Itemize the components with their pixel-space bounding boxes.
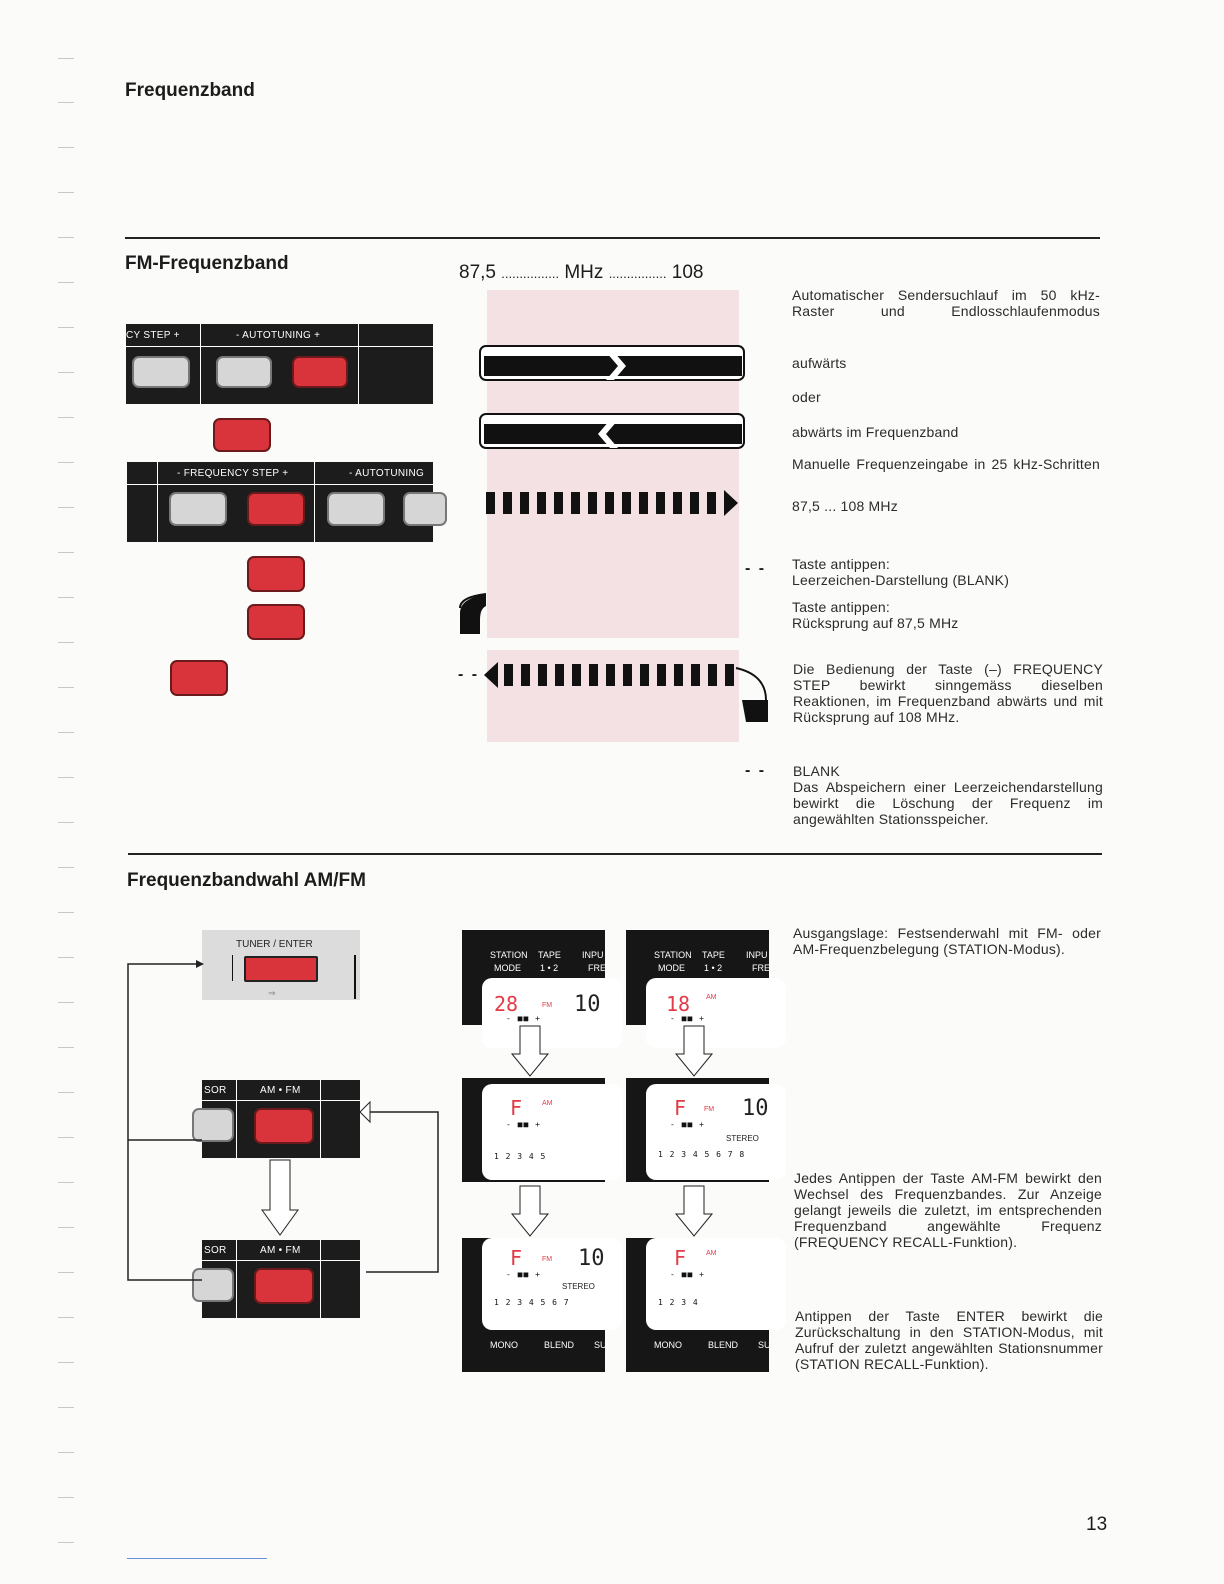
lcd-display-station <box>462 930 605 1025</box>
fm-section-heading: FM-Frequenzband <box>125 253 289 274</box>
control-panel-autotuning <box>126 324 433 404</box>
lcd-band-letter: F <box>510 1246 523 1270</box>
lcd-band-indicator: FM <box>542 1256 553 1263</box>
or-text: oder <box>792 389 821 405</box>
arrow-up-icon <box>480 346 744 380</box>
lcd-label: MODE <box>658 963 685 973</box>
blank-dashes: - - <box>458 666 480 683</box>
flow-lines <box>120 950 450 1300</box>
lcd-step-indicator: - ■■ + <box>670 1120 705 1129</box>
page-number: 13 <box>1086 1514 1108 1535</box>
tuner-enter-label: TUNER / ENTER <box>236 939 313 950</box>
enter-recall-text: Antippen der Taste ENTER bewirkt die Zurückschaltung in den STATION-Modus, mit Aufruf der zuletzt angewählten Stationsnummer (STATION RECALL-Funktion). <box>795 1308 1103 1372</box>
red-key-icon <box>213 418 271 452</box>
lcd-display-frequency <box>626 1078 769 1182</box>
lcd-display-frequency <box>626 1238 769 1372</box>
lcd-display-frequency <box>462 1078 605 1182</box>
lcd-station-number: 18 <box>666 992 691 1016</box>
tap-blank-text-a: Taste antippen: <box>792 556 890 572</box>
blank-dashes: - - <box>745 762 767 779</box>
autotuning-arrows <box>478 340 748 452</box>
sensor-label: SOR <box>204 1085 227 1096</box>
scale-dots: ................ <box>501 266 560 281</box>
lcd-band-indicator: AM <box>706 994 717 1001</box>
lcd-label: SU <box>758 1340 771 1350</box>
up-text: aufwärts <box>792 355 847 371</box>
autotuning-label: - AUTOTUNING + <box>236 330 321 341</box>
lcd-label: MONO <box>490 1340 518 1350</box>
red-key-icon <box>170 660 228 696</box>
arrow-right-icon: ⇒ <box>268 988 276 998</box>
lcd-station-row: 1 2 3 4 5 6 7 8 <box>658 1150 746 1159</box>
freq-step-minus-button[interactable] <box>169 492 227 526</box>
control-panel-frequency-step <box>127 462 433 542</box>
arrow-down-icon <box>480 414 744 448</box>
lcd-station-row: 1 2 3 4 <box>658 1298 699 1307</box>
lcd-station-row: 1 2 3 4 5 <box>494 1152 547 1161</box>
red-key-icon <box>247 604 305 640</box>
lcd-label: BLEND <box>708 1340 739 1350</box>
lcd-band-indicator: FM <box>704 1106 715 1113</box>
lcd-label: STATION <box>490 950 528 960</box>
lcd-step-indicator: - ■■ + <box>670 1270 705 1279</box>
freq-step-label: - FREQUENCY STEP + <box>177 468 289 479</box>
footer-line <box>127 1558 267 1559</box>
range-text: 87,5 ... 108 MHz <box>792 498 898 514</box>
lcd-digits: 10 <box>578 1246 605 1271</box>
lcd-label: INPU <box>746 950 768 960</box>
lcd-station-row: 1 2 3 4 5 6 7 <box>494 1298 570 1307</box>
am-fm-toggle-text: Jedes Antippen der Taste AM-FM bewirkt den Wechsel des Frequenzbandes. Zur Anzeige gelangt jeweils die zuletzt, im entsprechenden Frequenzband angewählte Frequenz (FREQUENCY RECALL-Funktion). <box>794 1170 1102 1250</box>
page-title: Frequenzband <box>125 80 255 101</box>
tap-blank-text-b: Leerzeichen-Darstellung (BLANK) <box>792 572 1010 588</box>
arrow-down-icon <box>674 1184 714 1238</box>
lcd-label: INPU <box>582 950 604 960</box>
lcd-label: TAPE <box>538 950 561 960</box>
arrow-down-icon <box>674 1024 714 1078</box>
arrow-down-icon <box>510 1184 550 1238</box>
lcd-label: MONO <box>654 1340 682 1350</box>
am-fm-label: AM • FM <box>260 1085 301 1096</box>
red-key-icon <box>247 556 305 592</box>
band-select-heading: Frequenzbandwahl AM/FM <box>127 870 366 891</box>
blank-body: Das Abspeichern einer Leerzeichendarstellung bewirkt die Löschung der Frequenz im angewählten Stationsspeicher. <box>793 779 1103 827</box>
lcd-label: SU <box>594 1340 607 1350</box>
blank-dashes: - - <box>745 560 767 577</box>
down-text: abwärts im Frequenzband <box>792 424 959 440</box>
manual-input-text: Manuelle Frequenzeingabe in 25 kHz-Schritten <box>792 456 1100 472</box>
autotuning-minus-button[interactable] <box>327 492 385 526</box>
lcd-step-indicator: - ■■ + <box>506 1270 541 1279</box>
lcd-display-frequency <box>462 1238 605 1372</box>
frequency-scale <box>459 262 703 284</box>
freq-step-plus-button[interactable] <box>247 492 305 526</box>
step-down-icon <box>484 660 774 726</box>
lcd-label: 1 • 2 <box>704 963 723 973</box>
lcd-label: MODE <box>494 963 521 973</box>
section-divider <box>125 237 1100 239</box>
auto-search-text: Automatischer Sendersuchlauf im 50 kHz-Raster und Endlosschlaufenmodus <box>792 287 1100 319</box>
start-position-text: Ausgangslage: Festsenderwahl mit FM- oder AM-Frequenzbelegung (STATION-Modus). <box>793 925 1101 957</box>
lcd-label: BLEND <box>544 1340 575 1350</box>
am-fm-label: AM • FM <box>260 1245 301 1256</box>
tap-return-text-a: Taste antippen: <box>792 599 890 615</box>
scale-unit: MHz <box>564 262 604 283</box>
freq-step-plus-button[interactable] <box>132 356 190 388</box>
lcd-step-indicator: - ■■ + <box>506 1120 541 1129</box>
lcd-digits: 10 <box>574 992 601 1017</box>
lcd-step-indicator: - ■■ + <box>506 1014 541 1023</box>
step-up-icon <box>486 488 742 518</box>
section-divider <box>128 853 1102 855</box>
lcd-band-letter: F <box>510 1096 523 1120</box>
lcd-label: FRE <box>588 963 606 973</box>
scale-dots: ................ <box>608 266 667 281</box>
sensor-label: SOR <box>204 1245 227 1256</box>
lcd-band-indicator: AM <box>706 1250 717 1257</box>
lcd-band-letter: F <box>674 1096 687 1120</box>
lcd-band-indicator: AM <box>542 1100 553 1107</box>
lcd-label: 1 • 2 <box>540 963 559 973</box>
lcd-label: TAPE <box>702 950 725 960</box>
lcd-station-number: 28 <box>494 992 519 1016</box>
lcd-label: STATION <box>654 950 692 960</box>
lcd-digits: 10 <box>742 1096 769 1121</box>
scale-start: 87,5 <box>459 262 496 283</box>
scale-end: 108 <box>671 262 704 283</box>
lcd-stereo-indicator: STEREO <box>562 1282 595 1291</box>
blank-title: BLANK <box>793 763 840 779</box>
wrap-around-arrow-icon <box>456 590 492 638</box>
lcd-label: FRE <box>752 963 770 973</box>
tap-return-text-b: Rücksprung auf 87,5 MHz <box>792 615 959 631</box>
autotuning-label: - AUTOTUNING <box>349 468 425 479</box>
freq-step-label: CY STEP + <box>126 330 180 341</box>
lcd-stereo-indicator: STEREO <box>726 1134 759 1143</box>
autotuning-plus-button[interactable] <box>403 492 447 526</box>
autotuning-plus-button[interactable] <box>292 356 348 388</box>
arrow-down-icon <box>510 1024 550 1078</box>
lcd-band-letter: F <box>674 1246 687 1270</box>
minus-step-text: Die Bedienung der Taste (–) FREQUENCY STEP bewirkt sinngemäss dieselben Reaktionen, im Frequenzband abwärts und mit Rücksprung auf 108 MHz. <box>793 661 1103 725</box>
lcd-display-station <box>626 930 769 1025</box>
autotuning-minus-button[interactable] <box>216 356 272 388</box>
lcd-step-indicator: - ■■ + <box>670 1014 705 1023</box>
lcd-band-indicator: FM <box>542 1002 553 1009</box>
